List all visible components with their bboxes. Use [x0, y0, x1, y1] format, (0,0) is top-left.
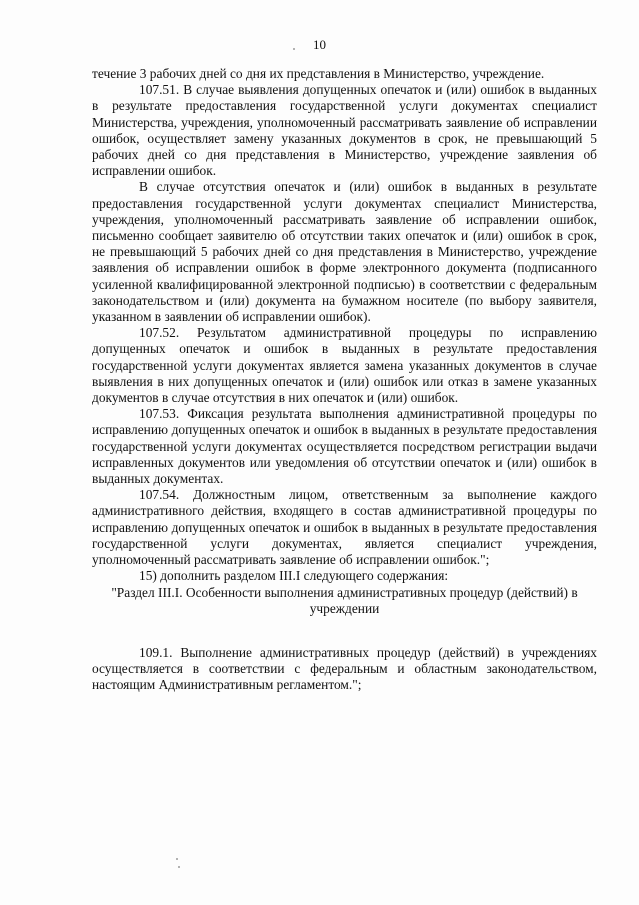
page-number: 10	[313, 37, 326, 52]
scan-speck	[293, 48, 295, 50]
section-gap	[92, 617, 597, 645]
paragraph-amendment-15: 15) дополнить разделом III.I следующего содержания:	[139, 568, 449, 584]
paragraph-109-1: 109.1. Выполнение административных процедур (действий) в учреждениях осуществляется в соответствии с федеральным и областным законодательством, настоящим Административным регламентом.";	[92, 644, 597, 693]
paragraph-107-52: 107.52. Результатом административной процедуры по исправлению допущенных опечаток и ошибок в выданных в результате предоставления государственной услуги документах является замена указанных документов в случае выявления в них допущенных опечаток и (или) ошибок или отказ в замене указанных документов в случае отсутствия в них опечаток и (или) ошибок.	[92, 325, 597, 406]
document-body	[92, 66, 597, 694]
paragraph-no-errors: В случае отсутствия опечаток и (или) ошибок в выданных в результате предоставления государственной услуги документах специалист Министерства, учреждения, уполномоченный рассматривать заявление об исправлении ошибок, письменно сообщает заявителю об отсутствии таких опечаток и (или) ошибок в срок, не превышающий 5 рабочих дней со дня представления в Министерство, учреждение заявления об исправлении ошибок в форме электронного документа (подписанного усиленной квалифицированной электронной подписью) в соответствии с федеральным законодательством и (или) документа на бумажном носителе (по выбору заявителя, указанном в заявлении об исправлении ошибок).	[92, 179, 597, 325]
scan-speck	[176, 858, 178, 860]
paragraph-continuation: течение 3 рабочих дней со дня их представления в Министерство, учреждение.	[92, 66, 545, 81]
section-heading: "Раздел III.I. Особенности выполнения административных процедур (действий) в учреждении	[111, 584, 578, 616]
paragraph-107-53: 107.53. Фиксация результата выполнения административной процедуры по исправлению допущенных опечаток и ошибок в выданных в результате предоставления государственной услуги документах осуществляется посредством регистрации выдачи исправленных документов или уведомления об отсутствии опечаток и (или) ошибок в выданных документах.	[92, 406, 597, 487]
paragraph-107-54: 107.54. Должностным лицом, ответственным за выполнение каждого административного действия, входящего в состав административной процедуры по исправлению допущенных опечаток и ошибок в выданных в результате предоставления государственной услуги документах, является специалист учреждения, уполномоченный рассматривать заявление об исправлении ошибок.";	[92, 487, 597, 568]
paragraph-107-51: 107.51. В случае выявления допущенных опечаток и (или) ошибок в выданных в результате предоставления государственной услуги документах специалист Министерства, учреждения, уполномоченный рассматривать заявление об исправлении ошибок, осуществляет замену указанных документов в срок, не превышающий 5 рабочих дней со дня представления в Министерство, учреждение заявления об исправлении ошибок.	[92, 82, 597, 179]
scan-speck	[178, 866, 180, 868]
